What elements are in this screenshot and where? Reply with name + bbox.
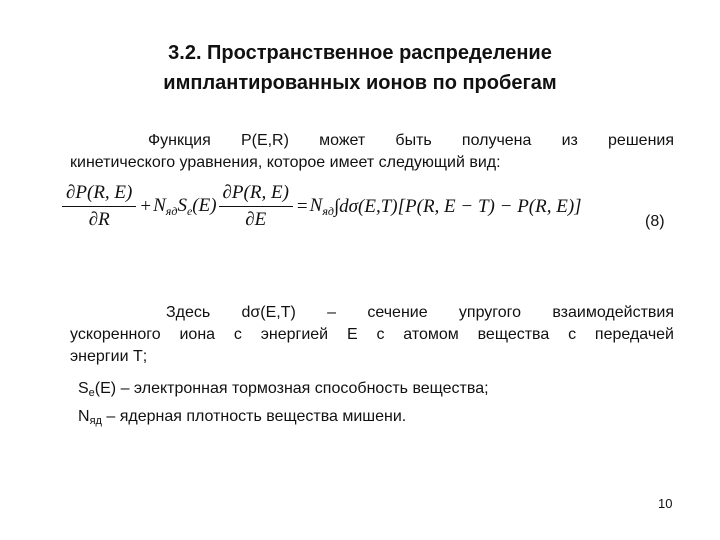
nyad-text: – ядерная плотность вещества мишени.: [101, 408, 407, 425]
numerator-dP-2: ∂P(R, E): [219, 182, 293, 207]
intro-line-2: кинетического уравнения, которое имеет следующий вид:: [70, 154, 501, 171]
explanation-line-2: ускоренного иона с энергией Е с атомом вещества с передачей: [70, 326, 674, 343]
denominator-dE: ∂E: [245, 209, 267, 230]
definition-se: [78, 378, 489, 404]
definition-nyad: [78, 406, 406, 432]
n-symbol: $N_{яд}$: [153, 194, 178, 218]
n-symbol-rhs: $N_{яд}$: [309, 194, 334, 218]
title-line-2: имплантированных ионов по пробегам: [163, 72, 557, 94]
integral-expression: ∫dσ(E,T)[P(R, E − T) − P(R, E)]: [333, 195, 582, 217]
se-symbol: S: [78, 380, 89, 397]
numerator-dP: ∂P(R, E): [62, 182, 136, 207]
s-symbol: $S_e(E)$: [177, 194, 217, 218]
fraction-dP-dR: [62, 182, 136, 231]
nyad-subscript: яд: [89, 415, 102, 427]
nyad-symbol: N: [78, 408, 90, 425]
title-line-1: 3.2. Пространственное распределение: [168, 42, 552, 64]
equation-number: (8): [645, 213, 665, 230]
intro-line-1: Функция P(E,R) может быть получена из решения: [148, 132, 674, 149]
se-subscript: е: [88, 387, 95, 399]
fraction-dP-dE: [219, 182, 293, 231]
kinetic-equation: [60, 182, 582, 231]
se-text: (E) – электронная тормозная способность вещества;: [94, 380, 489, 397]
explanation-paragraph: [70, 302, 674, 368]
intro-paragraph: [70, 130, 674, 174]
explanation-line-3: энергии Т;: [70, 348, 148, 365]
denominator-dR: ∂R: [88, 209, 110, 230]
explanation-line-1: Здесь dσ(E,T) – сечение упругого взаимодействия: [166, 304, 674, 321]
equals-sign: =: [296, 195, 308, 217]
page-number: 10: [658, 496, 673, 511]
slide-title: [0, 38, 720, 98]
plus-sign: +: [140, 195, 152, 217]
